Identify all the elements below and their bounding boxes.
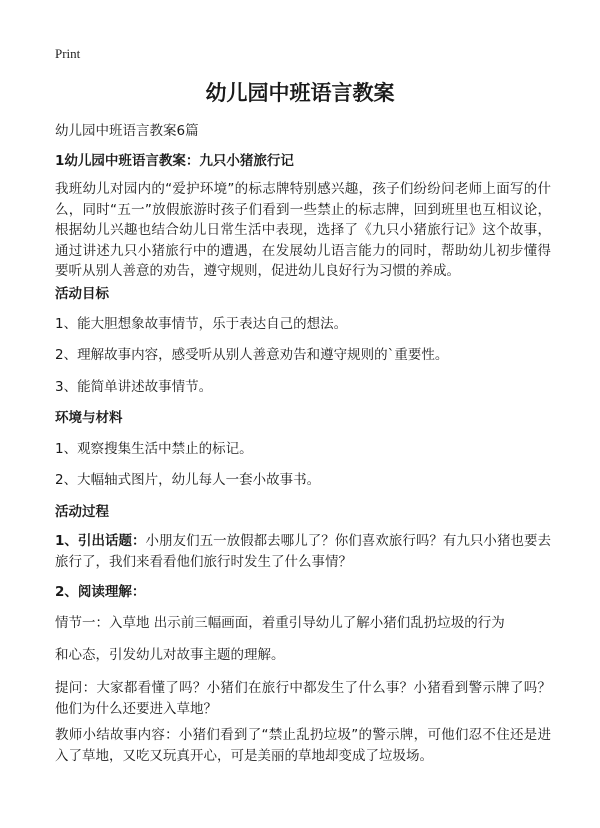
step-2-heading: 2、阅读理解： <box>55 584 146 600</box>
materials-heading: 环境与材料 <box>55 410 123 426</box>
document-subtitle: 幼儿园中班语言教案6篇 <box>55 123 199 139</box>
goal-item: 1、能大胆想象故事情节，乐于表达自己的想法。 <box>55 316 348 332</box>
intro-paragraph: 我班幼儿对园内的“爱护环境”的标志牌特别感兴趣，孩子们纷纷问老师上面写的什么，同时“五一”放假旅游时孩子们看到一些禁止的标志牌，回到班里也互相议论，根据幼儿兴趣也结合幼儿日常生活中表现，选择了《九只小猪旅行记》这个故事，通过讲述九只小猪旅行中的遭遇，在发展幼儿语言能力的同时，帮助幼儿初步懂得要听从别人善意的劝告，遵守规则，促进幼儿良好行为习惯的养成。 <box>55 181 551 279</box>
section-title: 1幼儿园中班语言教案：九只小猪旅行记 <box>55 153 294 169</box>
question-paragraph: 提问：大家都看懂了吗？小猪们在旅行中都发生了什么事？小猪看到警示牌了吗？他们为什么还要进入草地？ <box>55 680 551 717</box>
goal-item: 2、理解故事内容，感受听从别人善意劝告和遵守规则的`重要性。 <box>55 347 449 363</box>
step-1-text: 小朋友们五一放假都去哪儿了？你们喜欢旅行吗？有九只小猪也要去旅行了，我们来看看他们旅行时发生了什么事情？ <box>55 533 551 570</box>
page-title: 幼儿园中班语言教案 <box>205 81 395 105</box>
step-1-label: 1、引出话题： <box>55 533 146 549</box>
material-item: 2、大幅轴式图片，幼儿每人一套小故事书。 <box>55 472 321 488</box>
print-link[interactable]: Print <box>55 46 81 61</box>
process-heading: 活动过程 <box>55 504 109 520</box>
goal-item: 3、能简单讲述故事情节。 <box>55 379 213 395</box>
goals-heading: 活动目标 <box>55 286 109 302</box>
material-item: 1、观察搜集生活中禁止的标记。 <box>55 441 253 457</box>
plot-1-line-2: 和心态，引发幼儿对故事主题的理解。 <box>55 647 285 663</box>
plot-1-line-1: 情节一：入草地 出示前三幅画面，着重引导幼儿了解小猪们乱扔垃圾的行为 <box>55 615 505 631</box>
process-step-1 <box>55 531 551 572</box>
summary-paragraph: 教师小结故事内容：小猪们看到了“禁止乱扔垃圾”的警示牌，可他们忍不住还是进入了草地，又吃又玩真开心，可是美丽的草地却变成了垃圾场。 <box>55 727 551 764</box>
